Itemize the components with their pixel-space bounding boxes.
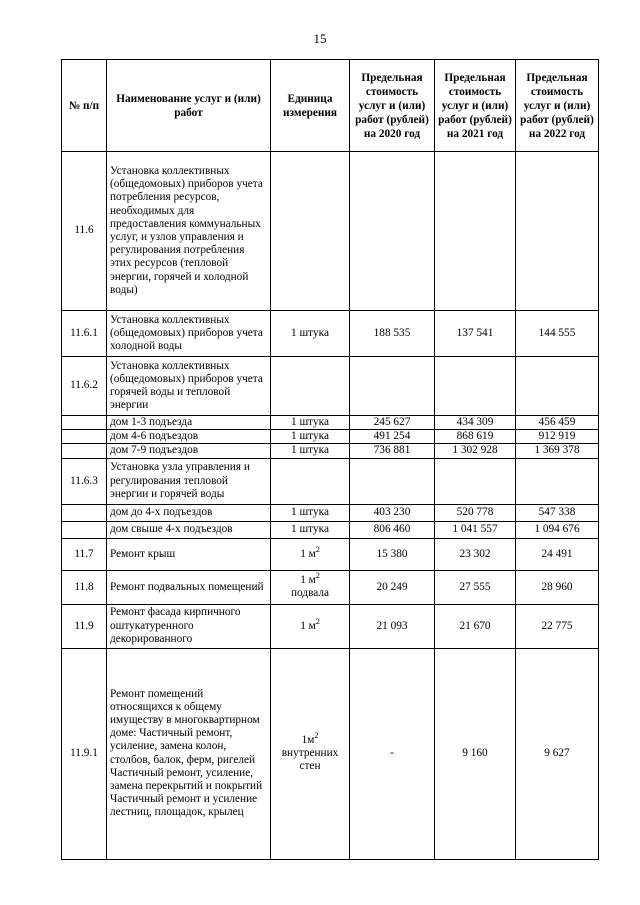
- row-unit: 1 штука: [271, 444, 350, 458]
- row-name: дом до 4-х подъездов: [107, 504, 271, 521]
- row-price-2022: 22 775: [516, 604, 599, 648]
- row-price-2021: 520 778: [435, 504, 516, 521]
- row-price-2020: [350, 458, 435, 504]
- unit-text: 1 м: [300, 547, 316, 560]
- table-row: [62, 648, 599, 859]
- unit-text: 1м: [301, 733, 315, 746]
- table-row: [62, 444, 599, 458]
- table-row: [62, 152, 599, 311]
- unit-superscript: 2: [314, 731, 319, 741]
- row-price-2022: 24 491: [516, 538, 599, 570]
- row-price-2021: 1 302 928: [435, 444, 516, 458]
- row-price-2020: [350, 152, 435, 311]
- row-name: дом 4-6 подъездов: [107, 430, 271, 444]
- row-price-2021: [435, 458, 516, 504]
- unit-suffix: внутренних стен: [281, 747, 339, 773]
- row-unit: [271, 570, 350, 604]
- row-unit: 1 штука: [271, 430, 350, 444]
- row-name: Установка коллективных (общедомовых) приборов учета холодной воды: [107, 311, 271, 357]
- row-price-2021: 137 541: [435, 311, 516, 357]
- row-price-2022: [516, 357, 599, 416]
- row-price-2020: 491 254: [350, 430, 435, 444]
- price-table: [61, 59, 599, 860]
- table-row: [62, 570, 599, 604]
- row-price-2022: [516, 458, 599, 504]
- row-num: 11.6.3: [62, 458, 107, 504]
- table-row: [62, 538, 599, 570]
- row-price-2020: -: [350, 648, 435, 859]
- row-name: Ремонт фасада кирпичного оштукатуренного декорированного: [107, 604, 271, 648]
- row-price-2021: 21 670: [435, 604, 516, 648]
- table-row: [62, 458, 599, 504]
- row-num: [62, 521, 107, 538]
- unit-text: 1 м: [300, 573, 316, 586]
- table-row: [62, 521, 599, 538]
- row-price-2022: 547 338: [516, 504, 599, 521]
- table-row: [62, 430, 599, 444]
- row-unit: [271, 648, 350, 859]
- row-name: Установка коллективных (общедомовых) приборов учета горячей воды и тепловой энергии: [107, 357, 271, 416]
- row-price-2020: 21 093: [350, 604, 435, 648]
- table-row: [62, 357, 599, 416]
- row-price-2021: [435, 357, 516, 416]
- row-price-2022: 28 960: [516, 570, 599, 604]
- row-num: 11.6.2: [62, 357, 107, 416]
- row-name: Установка коллективных (общедомовых) приборов учета потребления ресурсов, необходимых для предоставления коммунальных услуг, и узлов управления и регулирования потребления этих ресурсов (тепловой энергии, горячей и холодной воды): [107, 152, 271, 311]
- row-num: [62, 430, 107, 444]
- unit-superscript: 2: [315, 616, 320, 626]
- row-name: Ремонт крыш: [107, 538, 271, 570]
- row-name: Ремонт подвальных помещений: [107, 570, 271, 604]
- row-price-2020: 736 881: [350, 444, 435, 458]
- header-unit: Единица измерения: [271, 60, 350, 152]
- row-price-2020: 245 627: [350, 416, 435, 430]
- row-unit: 1 штука: [271, 521, 350, 538]
- row-num: [62, 444, 107, 458]
- table-header-row: [62, 60, 599, 152]
- row-num: 11.9.1: [62, 648, 107, 859]
- row-price-2021: 23 302: [435, 538, 516, 570]
- row-num: 11.6: [62, 152, 107, 311]
- row-price-2022: 1 369 378: [516, 444, 599, 458]
- header-price-2022: Предельная стоимость услуг и (или) работ (рублей) на 2022 год: [516, 60, 599, 152]
- row-name: дом 7-9 подъездов: [107, 444, 271, 458]
- row-price-2020: 15 380: [350, 538, 435, 570]
- row-price-2020: 20 249: [350, 570, 435, 604]
- row-price-2020: [350, 357, 435, 416]
- row-unit: [271, 357, 350, 416]
- row-unit: 1 штука: [271, 416, 350, 430]
- row-unit: [271, 538, 350, 570]
- row-price-2022: 1 094 676: [516, 521, 599, 538]
- row-price-2022: 912 919: [516, 430, 599, 444]
- row-num: 11.6.1: [62, 311, 107, 357]
- row-num: [62, 416, 107, 430]
- table-row: [62, 604, 599, 648]
- row-price-2021: 868 619: [435, 430, 516, 444]
- row-price-2022: 456 459: [516, 416, 599, 430]
- row-unit: [271, 604, 350, 648]
- row-num: 11.7: [62, 538, 107, 570]
- table-row: [62, 504, 599, 521]
- row-price-2020: 188 535: [350, 311, 435, 357]
- row-num: 11.8: [62, 570, 107, 604]
- row-unit: 1 штука: [271, 504, 350, 521]
- header-price-2020: Предельная стоимость услуг и (или) работ (рублей) на 2020 год: [350, 60, 435, 152]
- unit-suffix: подвала: [290, 587, 330, 600]
- unit-superscript: 2: [315, 571, 320, 581]
- header-name: Наименование услуг и (или) работ: [107, 60, 271, 152]
- row-price-2020: 806 460: [350, 521, 435, 538]
- row-price-2020: 403 230: [350, 504, 435, 521]
- row-unit: [271, 152, 350, 311]
- row-price-2022: [516, 152, 599, 311]
- row-num: 11.9: [62, 604, 107, 648]
- row-price-2021: 9 160: [435, 648, 516, 859]
- row-name: Ремонт помещений относящихся к общему имуществу в многоквартирном доме: Частичный ремонт, усиление, замена колон, столбов, балок, ферм, ригелей Частичный ремонт, усиление, замена перекрытий и покрытий Частичный ремонт и усиление лестниц, площадок, крылец: [107, 648, 271, 859]
- table-row: [62, 416, 599, 430]
- unit-superscript: 2: [315, 544, 320, 554]
- row-price-2021: 27 555: [435, 570, 516, 604]
- row-price-2021: [435, 152, 516, 311]
- row-price-2022: 144 555: [516, 311, 599, 357]
- row-price-2022: 9 627: [516, 648, 599, 859]
- row-price-2021: 434 309: [435, 416, 516, 430]
- row-name: Установка узла управления и регулирования тепловой энергии и горячей воды: [107, 458, 271, 504]
- header-price-2021: Предельная стоимость услуг и (или) работ (рублей) на 2021 год: [435, 60, 516, 152]
- row-name: дом свыше 4-х подъездов: [107, 521, 271, 538]
- page-number: 15: [313, 31, 327, 46]
- unit-text: 1 м: [300, 619, 316, 632]
- row-num: [62, 504, 107, 521]
- row-price-2021: 1 041 557: [435, 521, 516, 538]
- table-row: [62, 311, 599, 357]
- row-name: дом 1-3 подъезда: [107, 416, 271, 430]
- header-num: № п/п: [62, 60, 107, 152]
- row-unit: [271, 458, 350, 504]
- row-unit: 1 штука: [271, 311, 350, 357]
